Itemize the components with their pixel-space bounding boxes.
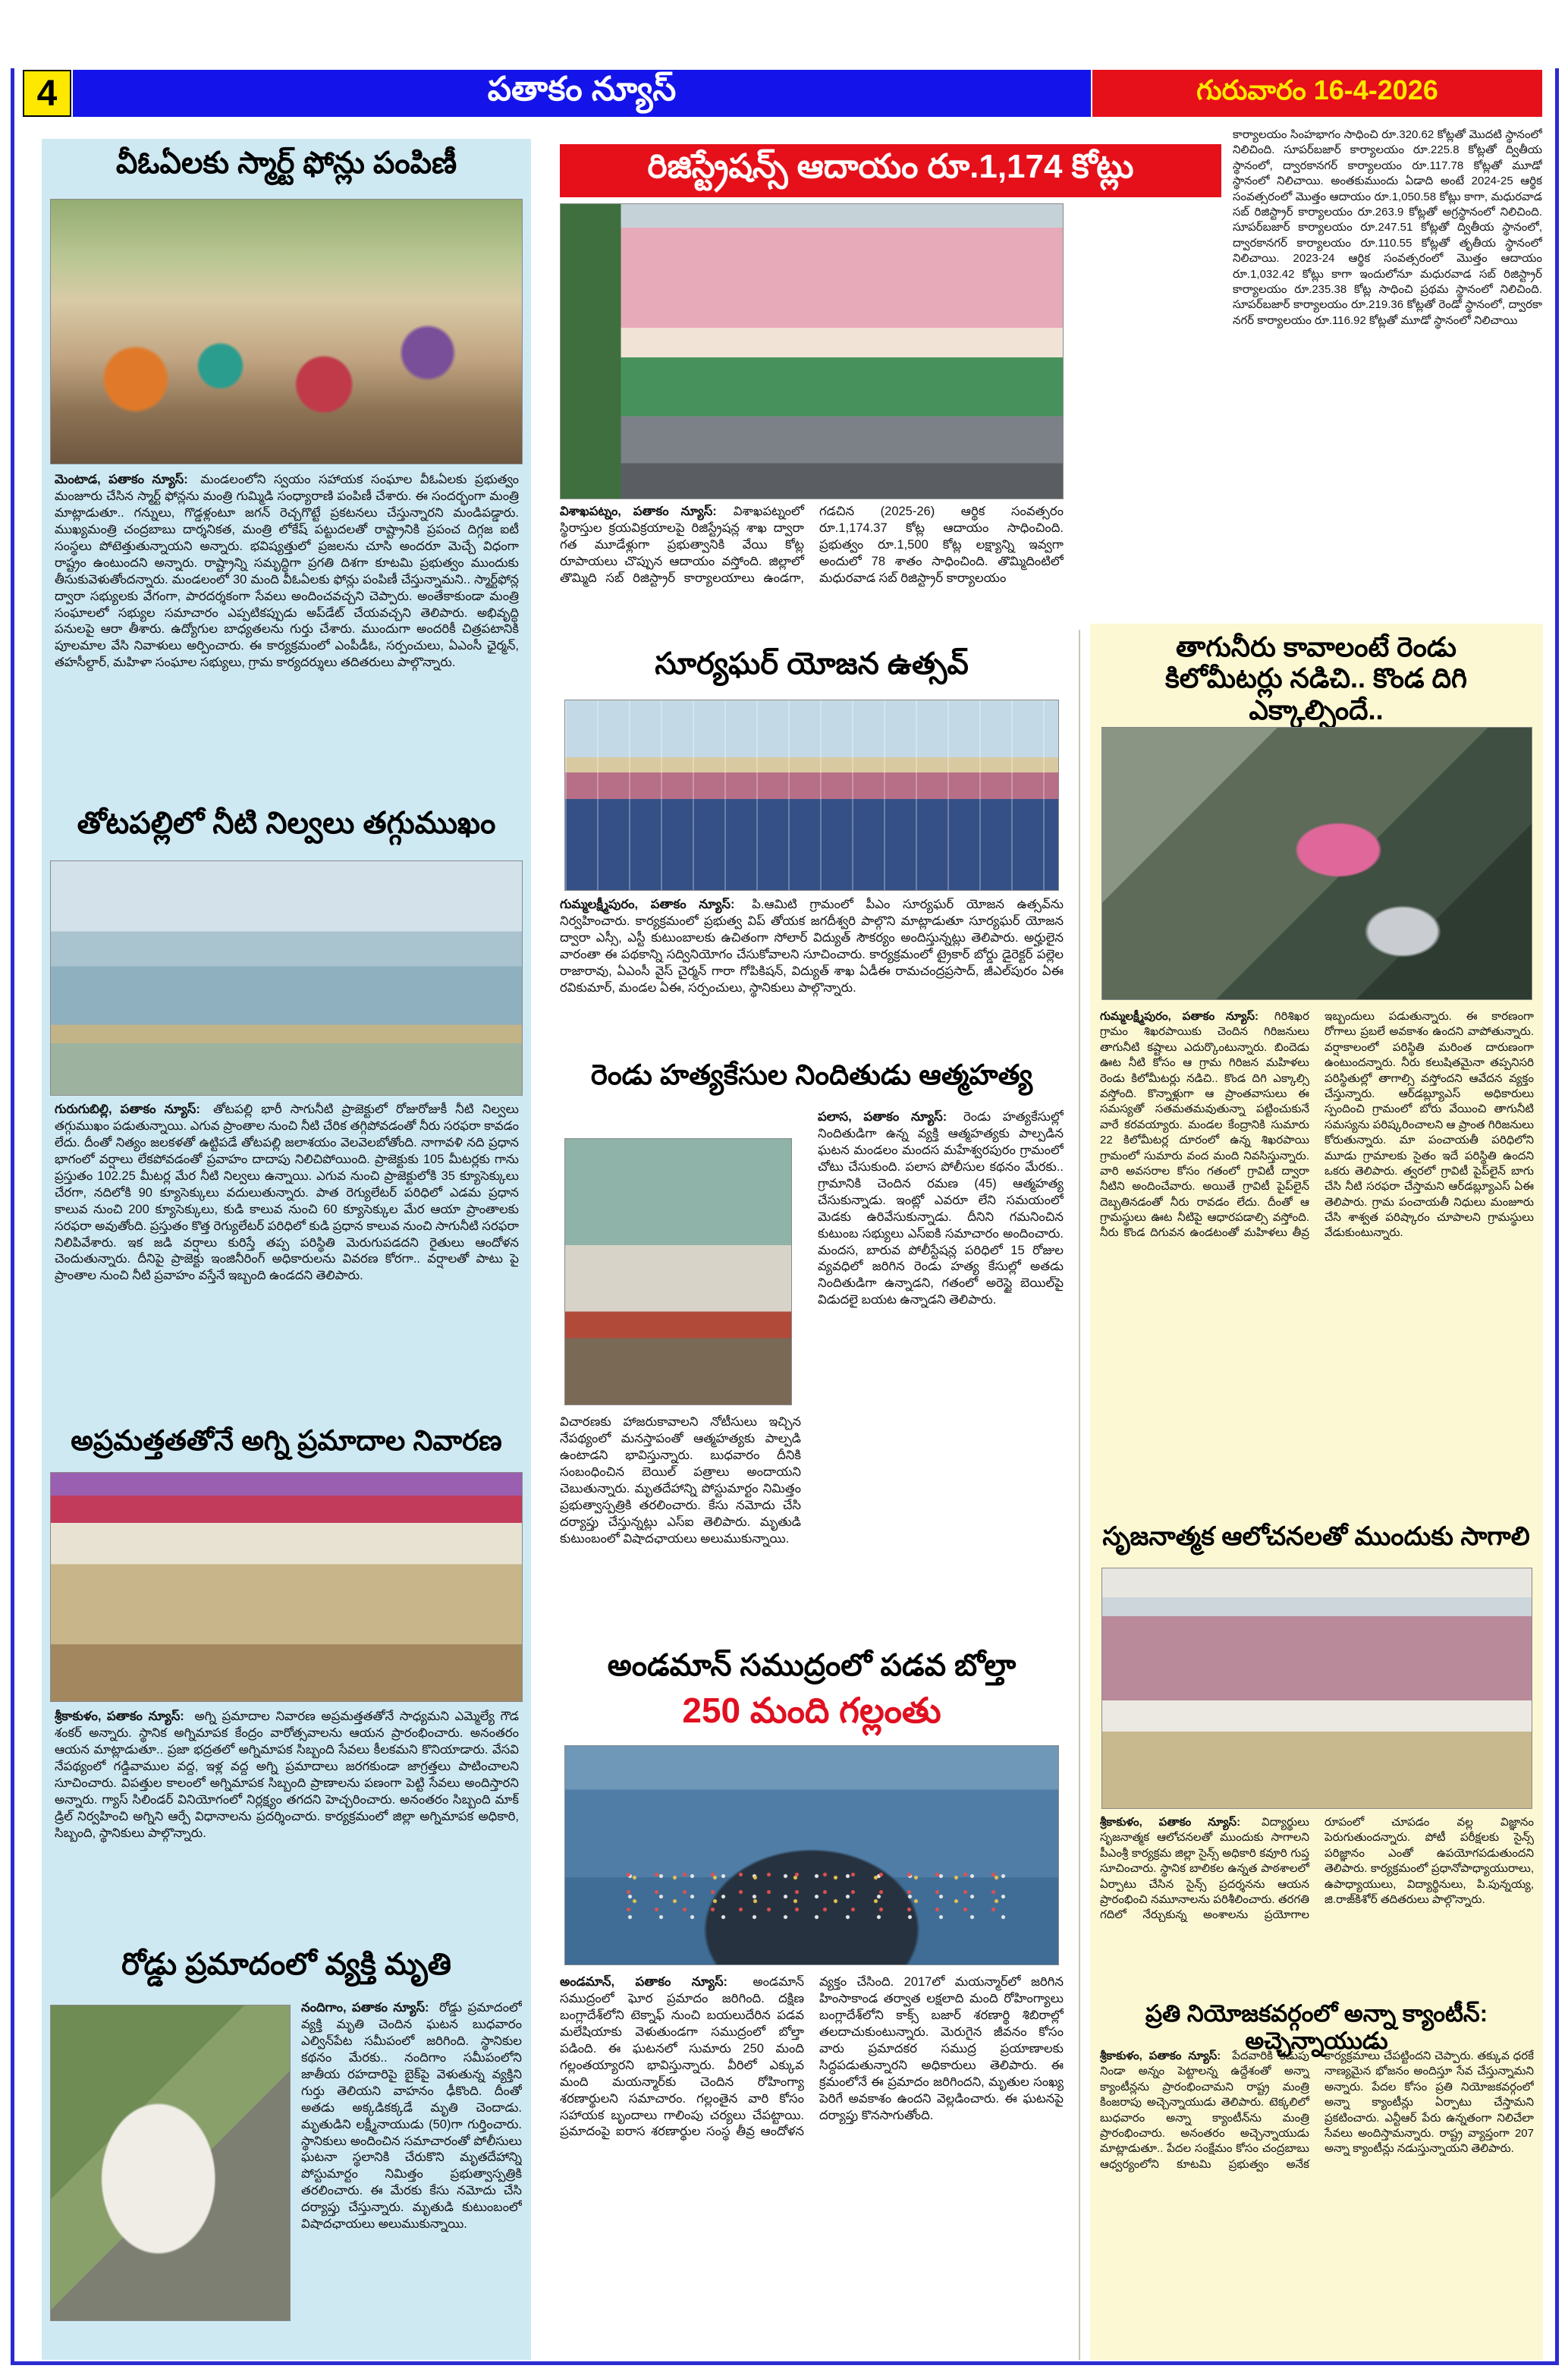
- body-text: రోడ్డు ప్రమాదంలో వ్యక్తి మృతి చెందిన ఘటన బుధవారం ఎల్విన్‌పేట సమీపంలో జరిగింది. స్థానికుల కథనం మేరకు.. నందిగాం సమీపంలోని జాతీయ రహదారిపై బైక్‌పై వెళుతున్న వ్యక్తిని గుర్తు తెలియని వాహనం ఢీకొంది. దీంతో అతడు అక్కడికక్కడే మృతి చెందాడు. మృతుడిని లక్ష్మీనాయుడు (50)గా గుర్తించారు. స్థానికులు అందించిన సమాచారంతో పోలీసులు ఘటనా స్థలానికి చేరుకొని మృతదేహాన్ని పోస్టుమార్టం నిమిత్తం ప్రభుత్వాస్పత్రికి తరలించారు. ఈ మేరకు కేసు నమోదు చేసి దర్యాప్తు చేస్తున్నారు. మృతుడి కుటుంబంలో విషాదఛాయలు అలుముకున్నాయి.: [301, 2001, 522, 2232]
- headline-registrations-banner: రిజిస్ట్రేషన్స్ ఆదాయం రూ.1,174 కోట్లు: [560, 144, 1221, 197]
- dateline: శ్రీకాకుళం, పతాకం న్యూస్:: [1100, 1816, 1241, 1829]
- dateline: పలాస, పతాకం న్యూస్:: [818, 1110, 947, 1124]
- article-murder-suicide: [560, 1109, 1064, 1640]
- body-text: అండమాన్ సముద్రంలో ఘోర ప్రమాదం జరిగింది. దక్షిణ బంగ్లాదేశ్‌లోని టెక్నాఫ్ నుంచి బయలుదేరిన పడవ మలేషియాకు వెళుతుండగా సముద్రంలో బోల్తా పడింది. ఈ ఘటనలో సుమారు 250 మంది గల్లంతయ్యారని భావిస్తున్నారు. వీరిలో ఎక్కువ మంది మయన్మార్‌కు చెందిన రోహింగ్యా శరణార్థులని సమాచారం. గల్లంతైన వారి కోసం సహాయక బృందాలు గాలింపు చర్యలు చేపట్టాయి. ప్రమాదంపై ఐరాస శరణార్థుల సంస్థ తీవ్ర ఆందోళన వ్యక్తం చేసింది. 2017లో మయన్మార్‌లో జరిగిన హింసాకాండ తర్వాత లక్షలాది మంది రోహింగ్యాలు బంగ్లాదేశ్‌లోని కాక్స్ బజార్ శరణార్థి శిబిరాల్లో తలదాచుకుంటున్నారు. మెరుగైన జీవనం కోసం వారు ప్రమాదకర సముద్ర ప్రయాణాలకు సిద్ధపడుతున్నారని అధికారులు తెలిపారు. ఈ క్రమంలోనే ఈ ప్రమాదం జరిగిందని, మృతుల సంఖ్య పెరిగే అవకాశం ఉందని వెల్లడించారు. ఈ ఘటనపై దర్యాప్తు కొనసాగుతోంది.: [560, 1975, 1064, 2139]
- column-divider: [1079, 630, 1080, 2360]
- article-totapalli-body: [55, 1102, 519, 1411]
- body-text: పి.ఆమిటి గ్రామంలో పీఎం సూర్యఘర్ యోజన ఉత్సవ్‌ను నిర్వహించారు. కార్యక్రమంలో ప్రభుత్వ విప్ తోయక జగదీశ్వరి పాల్గొని మాట్లాడుతూ సూర్యఘర్ యోజన ద్వారా ఎస్సీ, ఎస్టీ కుటుంబాలకు ఉచితంగా సోలార్ విద్యుత్ సౌకర్యం అందిస్తున్నట్లు తెలిపారు. అర్హులైన వారంతా ఈ పథకాన్ని సద్వినియోగం చేసుకోవాలని సూచించారు. కార్యక్రమంలో ట్రైకార్ బోర్డు డైరెక్టర్ పల్లెల రాజారావు, ఏఎంసీ వైస్ చైర్మన్ గారా గోపికిషన్, విద్యుత్ శాఖ ఏడీఈ రామచంద్రప్రసాద్, జీఎల్‌పురం ఏఈ రవికుమార్, మండల ఏఈ, సర్పంచులు, స్థానికులు పాల్గొన్నారు.: [560, 898, 1064, 995]
- headline-line1: తాగునీరు కావాలంటే రెండు: [1176, 631, 1456, 662]
- article-registrations-body: [560, 504, 1064, 642]
- article-canteen-body: [1100, 2049, 1534, 2352]
- headline-smartphone-distribution: వీఓఏలకు స్మార్ట్ ఫోన్లు పంపిణీ: [115, 146, 457, 180]
- dateline: నందిగాం, పతాకం న్యూస్:: [301, 2001, 429, 2015]
- page-number: 4: [23, 70, 71, 117]
- headline-totapalli-water: తోటపల్లిలో నీటి నిల్వలు తగ్గుముఖం: [77, 807, 496, 840]
- body-text: పేదవారికి కడుపు నిండా అన్నం పెట్టాలన్న ఉద్దేశంతో అన్నా క్యాంటీన్లను ప్రారంభించామని రాష్ట్ర మంత్రి కింజరాపు అచ్చెన్నాయుడు తెలిపారు. టెక్కలిలో బుధవారం అన్నా క్యాంటీన్‌ను మంత్రి ప్రారంభించారు. అనంతరం అచ్చెన్నాయుడు మాట్లాడుతూ.. పేదల సంక్షేమం కోసం చంద్రబాబు ఆధ్వర్యంలోని కూటమి ప్రభుత్వం అనేక కార్యక్రమాలు చేపట్టిందని చెప్పారు. తక్కువ ధరకే నాణ్యమైన భోజనం అందిస్తూ సేవ చేస్తున్నామని అన్నారు. పేదల కోసం ప్రతి నియోజకవర్గంలో అన్నా క్యాంటీన్లు ఏర్పాటు చేస్తామని ప్రకటించారు. ఎన్టీఆర్ పేరు ఉన్నతంగా నిలిచేలా సేవలు అందిస్తామన్నారు. రాష్ట్ర వ్యాప్తంగా 207 అన్నా క్యాంటీన్లు నడుస్తున్నాయని తెలిపారు.: [1100, 2049, 1534, 2171]
- dateline: విశాఖపట్నం, పతాకం న్యూస్:: [560, 505, 717, 518]
- body-text: రెండు హత్యకేసుల్లో నిందితుడిగా ఉన్న వ్యక్తి ఆత్మహత్యకు పాల్పడిన ఘటన మండలం మందస మహేశ్వరపురం గ్రామంలో చోటు చేసుకుంది. పలాస పోలీసుల కథనం మేరకు.. గ్రామానికి చెందిన రమణ (45) ఆత్మహత్య చేసుకున్నాడు. ఇంట్లో ఎవరూ లేని సమయంలో మెడకు ఉరివేసుకున్నాడు. దీనిని గమనించిన కుటుంబ సభ్యులు ఎస్ఐకి సమాచారం అందించారు. మందస, బారువ పోలీస్టేషన్ల పరిధిలో 15 రోజుల వ్యవధిలో జరిగిన రెండు హత్య కేసుల్లో అతడు నిందితుడిగా ఉన్నాడని, గతంలో అరెస్టై బెయిల్‌పై విడుదలై బయట ఉన్నాడని తెలిపారు.: [818, 1110, 1064, 1307]
- article-fire-body: [55, 1709, 519, 1936]
- article-water-body: [1100, 1009, 1534, 1512]
- science-fair-photo: [1101, 1568, 1532, 1809]
- article-murder-col2: [818, 1109, 1064, 1640]
- dateline: శ్రీకాకుళం, పతాకం న్యూస్:: [55, 1710, 184, 1723]
- headline-boat-capsize-line2: 250 మంది గల్లంతు: [682, 1691, 941, 1730]
- article-boat-body: [560, 1974, 1064, 2358]
- body-text: మండలంలోని స్వయం సహాయక సంఘాల వీఓఏలకు ప్రభుత్వం మంజూరు చేసిన స్మార్ట్ ఫోన్లను మంత్రి గుమ్మిడి సంధ్యారాణి పంపిణీ చేశారు. ఈ సందర్భంగా మంత్రి మాట్లాడుతూ.. గన్నులు, గొడ్డళ్లంటూ జగన్ రెచ్చగొట్టే ప్రకటనలు చేస్తున్నారని మండిపడ్డారు. ముఖ్యమంత్రి చంద్రబాబు దార్శనికత, మంత్రి లోకేష్ పట్టుదలతో రాష్ట్రానికి ప్రపంచ దిగ్గజ ఐటీ సంస్థలు పోటెత్తుతున్నాయని అన్నారు. భవిష్యత్తులో ప్రజలను చూసి అందరూ మెచ్చే విధంగా రాష్ట్రం ఉంటుందని అన్నారు. రాష్ట్రాన్ని సమృద్ధిగా ప్రగతి దిశగా కూటమి ప్రభుత్వం ముందుకు తీసుకువెళుతోందన్నారు. మండలంలో 30 మంది వీఓఏలకు ఫోన్లు పంపిణీ చేస్తున్నామని.. స్మార్ట్‌ఫోన్ల ద్వారా సభ్యులకు వేగంగా, పారదర్శకంగా సేవలు అందించవచ్చని చెప్పారు. అంతేకాకుండా మంత్రి సంఘాలలో సభ్యుల సమాచారం ఎప్పటికప్పుడు అప్‌డేట్ చేయవచ్చని తెలిపారు. అభివృద్ధి పనులపై ఆరా తీశారు. ఉద్యోగుల బాధ్యతలను గుర్తు చేశారు. ముందుగా అందరికీ చిత్రపటానికి పూలమాల వేసి నివాళులు అర్పించారు. ఈ కార్యక్రమంలో ఎంపీడీఓ, సర్పంచులు, ఏఎంసీ ఛైర్మన్, తహసీల్దార్, మహిళా సంఘాల సభ్యులు, గ్రామ కార్యదర్శులు తదితరులు పాల్గొన్నారు.: [55, 473, 519, 670]
- headline-creative-thinking: సృజనాత్మక ఆలోచనలతో ముందుకు సాగాలి: [1102, 1522, 1530, 1551]
- body-text: తోటపల్లి భారీ సాగునీటి ప్రాజెక్టులో రోజురోజుకీ నీటి నిల్వలు తగ్గుముఖం పడుతున్నాయి. ఎగువ ప్రాంతాల నుంచి నీటి చేరిక తగ్గిపోవడంతో నీరు సరఫరా కావడం లేదు. దీంతో నిత్యం జలకళతో ఉట్టిపడే తోటపల్లి జలాశయం వెలవెలబోతోంది. నాగావళి నది ప్రధాన భాగంలో వర్షాలు లేకపోవడంతో ప్రవాహం దాదాపు నిలిచిపోయింది. ప్రాజెక్టుకు 105 మీటర్లకు గాను ప్రస్తుతం 102.25 మీటర్ల మేర నీటి నిల్వలు ఉన్నాయి. ఎగువ నుంచి ప్రాజెక్టులోకి 35 క్యూసెక్కులు చేరగా, నదిలోకి 90 క్యూసెక్కులు వదులుతున్నారు. పాత రెగ్యులేటర్ పరిధిలో ఎడమ ప్రధాన కాలువ నుంచి 200 క్యూసెక్కులు, కుడి కాలువ నుంచి 60 క్యూసెక్కుల మేర ఆయా ప్రాంతాలకు సరఫరా అవుతోంది. ప్రస్తుతం కొత్త రెగ్యులేటర్ పరిధిలో కుడి ప్రధాన కాలువ నుంచి సాగునీటి సరఫరా నిలిపివేశారు. ఇక జడి వర్షాలు కురిస్తే తప్ప పరిస్థితి మెరుగుపడదని రైతులు ఆందోళన చెందుతున్నారు. దీనిపై ప్రాజెక్టు ఇంజినీరింగ్ అధికారులను వివరణ కోరగా.. వర్షాలతో పాటు పై ప్రాంతాల నుంచి నీటి ప్రవాహం వస్తేనే ఇబ్బంది ఉండదని తెలిపారు.: [55, 1103, 519, 1283]
- article-registrations-side-column: కార్యాలయం సింహభాగం సాధించి రూ.320.62 కోట్లతో మొదటి స్థానంలో నిలిచింది. సూపర్‌బజార్ కార్యాలయం రూ.225.8 కోట్లతో ద్వితీయ స్థానంలో, ద్వారకానగర్ కార్యాలయం రూ.117.78 కోట్లతో మూడో స్థానంలో నిలిచాయి. అంతకుముందు ఏడాది అంటే 2024-25 ఆర్థిక సంవత్సరంలో మొత్తం ఆదాయం రూ.1,050.58 కోట్లు కాగా, మధురవాడ సబ్ రిజిస్ట్రార్ కార్యాలయం రూ.263.9 కోట్లతో అగ్రస్థానంలో నిలిచింది. సూపర్‌బజార్ కార్యాలయం రూ.247.51 కోట్లతో ద్వితీయ స్థానంలో, ద్వారకానగర్ కార్యాలయం రూ.110.55 కోట్లతో తృతీయ స్థానంలో నిలిచాయి. 2023-24 ఆర్థిక సంవత్సరంలో మొత్తం ఆదాయం రూ.1,032.42 కోట్లు కాగా ఇందులోనూ మధురవాడ సబ్ రిజిస్ట్రార్ కార్యాలయం రూ.235.38 కోట్ల సాధించి ప్రథమ స్థానంలో నిలిచింది. సూపర్‌బజార్ కార్యాలయం రూ.219.36 కోట్లతో రెండో స్థానంలో, ద్వారకా నగర్ కార్యాలయం రూ.116.92 కోట్లతో మూడో స్థానంలో నిలిచాయి: [1233, 128, 1542, 327]
- headline-boat-capsize-line1: అండమాన్ సముద్రంలో పడవ బోల్తా: [607, 1649, 1017, 1682]
- sub-registrar-office-photo: [560, 203, 1064, 499]
- dateline: శ్రీకాకుళం, పతాకం న్యూస్:: [1100, 2049, 1221, 2062]
- smartphone-distribution-photo: [50, 199, 523, 464]
- headline-murder-suicide: రెండు హత్యకేసుల నిందితుడు ఆత్మహత్య: [590, 1059, 1033, 1090]
- headline-line2: కిలోమీటర్లు నడిచి.. కొండ దిగి ఎక్కాల్సిందే..: [1164, 662, 1468, 725]
- article-smartphones-body: [55, 472, 519, 797]
- suicide-scene-photo: [564, 1138, 792, 1405]
- headline-fire-safety: అప్రమత్తతతోనే అగ్ని ప్రమాదాల నివారణ: [71, 1425, 502, 1456]
- dateline: గుమ్మలక్ష్మీపురం, పతాకం న్యూస్:: [560, 898, 735, 911]
- reservoir-photo: [50, 860, 523, 1096]
- body-text: విద్యార్థులు సృజనాత్మక ఆలోచనలతో ముందుకు సాగాలని పీఎంశ్రీ కార్యక్రమ జిల్లా సైన్స్ అధికారి కవూరి గుప్త సూచించారు. స్థానిక బాలికల ఉన్నత పాఠశాలలో ఏర్పాటు చేసిన సైన్స్ ప్రదర్శనను ఆయన ప్రారంభించి నమూనాలను పరిశీలించారు. తరగతి గదిలో నేర్చుకున్న అంశాలను ప్రయోగాల రూపంలో చూపడం వల్ల విజ్ఞానం పెరుగుతుందన్నారు. పోటీ పరీక్షలకు సైన్స్ పరిజ్ఞానం ఎంతో ఉపయోగపడుతుందని తెలిపారు. కార్యక్రమంలో ప్రధానోపాధ్యాయురాలు, ఉపాధ్యాయులు, విద్యార్థినులు, పి.పున్నయ్య, జి.రాజ్‌కిశోర్ తదితరులు పాల్గొన్నారు.: [1100, 1816, 1534, 1922]
- dateline: గుమ్మలక్ష్మీపురం, పతాకం న్యూస్:: [1100, 1010, 1258, 1023]
- headline-anna-canteen: ప్రతి నియోజకవర్గంలో అన్నా క్యాంటీన్: అచ్చెన్నాయుడు: [1145, 2000, 1488, 2054]
- headline-road-accident: రోడ్డు ప్రమాదంలో వ్యక్తి మృతి: [121, 1948, 451, 1981]
- dateline: మెంటాడ, పతాకం న్యూస్:: [55, 473, 188, 486]
- body-text: విశాఖపట్నంలో స్థిరాస్తుల క్రయవిక్రయాలపై రిజిస్ట్రేషన్ల శాఖ ద్వారా గత మూడేళ్లుగా ప్రభుత్వానికి వేయి కోట్ల రూపాయలు చొప్పున ఆదాయం వస్తోంది. జిల్లాలో తొమ్మిది సబ్ రిజిస్ట్రార్ కార్యాలయాలు ఉండగా, గడచిన (2025-26) ఆర్థిక సంవత్సరం రూ.1,174.37 కోట్ల ఆదాయం సాధించింది. ప్రభుత్వం రూ.1,500 కోట్ల లక్ష్యాన్ని ఇవ్వగా అందులో 78 శాతం సాధించింది. తొమ్మిదింటిలో మధురవాడ సబ్ రిజిస్ట్రార్ కార్యాలయం: [560, 505, 1064, 585]
- headline-drinking-water: [1096, 631, 1536, 725]
- dateline: అండమాన్, పతాకం న్యూస్:: [560, 1975, 728, 1989]
- article-accident-body: [50, 2000, 522, 2357]
- solar-panel-event-photo: [564, 700, 1059, 891]
- fire-awareness-event-photo: [50, 1472, 523, 1702]
- capsized-boat-photo: [564, 1745, 1059, 1965]
- headline-surya-ghar: సూర్యఘర్ యోజన ఉత్సవ్: [655, 647, 969, 681]
- date-banner: గురువారం 16-4-2026: [1092, 70, 1542, 117]
- article-solar-body: [560, 897, 1064, 1011]
- dateline: గురుగుబిల్లి, పతాకం న్యూస్:: [55, 1103, 200, 1116]
- body-text: అగ్ని ప్రమాదాల నివారణ అప్రమత్తతతోనే సాధ్యమని ఎమ్మెల్యే గౌడ శంకర్ అన్నారు. స్థానిక అగ్నిమాపక కేంద్రం వారోత్సవాలను ఆయన ప్రారంభించారు. అనంతరం ఆయన మాట్లాడుతూ.. ప్రజా భద్రతలో అగ్నిమాపక సిబ్బంది సేవలు కీలకమని కొనియాడారు. వేసవి నేపథ్యంలో గడ్డివాముల వద్ద, ఇళ్ల వద్ద అగ్ని ప్రమాదాలు జరగకుండా జాగ్రత్తలు పాటించాలని సూచించారు. విపత్తుల కాలంలో అగ్నిమాపక సిబ్బంది ప్రాణాలను పణంగా పెట్టి సేవలు అందిస్తారని అన్నారు. గ్యాస్ సిలిండర్ వినియోగంలో నిర్లక్ష్యం తగదని హెచ్చరించారు. అనంతరం సిబ్బంది మాక్ డ్రిల్ నిర్వహించి అగ్నిని ఆర్పే విధానాలను ప్రదర్శించారు. కార్యక్రమంలో జిల్లా అగ్నిమాపక అధికారి, సిబ్బంది, స్థానికులు పాల్గొన్నారు.: [55, 1710, 519, 1840]
- body-text: గిరిశిఖర గ్రామం శిఖరపాయికు చెందిన గిరిజనులు తాగునీటి కష్టాలు ఎదుర్కొంటున్నారు. బిందెడు ఊట నీటి కోసం ఆ గ్రామ గిరిజన మహిళలు రెండు కిలోమీటర్లు నడిచి.. కొండ దిగి ఎక్కాల్సి వస్తోంది. కొన్నాళ్లుగా ఆ ప్రాంతవాసులు ఈ సమస్యతో సతమతమవుతున్నా పట్టించుకునే వారే కరవయ్యారు. మండల కేంద్రానికి సుమారు 22 కిలోమీటర్ల దూరంలో ఉన్న శిఖరపాయి గ్రామంలో సుమారు వంద మంది నివసిస్తున్నారు. వారి అవసరాల కోసం గతంలో గ్రావిటీ ద్వారా నీటిని అందించేవారు. అయితే గ్రావిటీ పైప్‌లైన్ దెబ్బతినడంతో నీరు రావడం లేదు. దీంతో ఆ గ్రామస్థులు ఊట నీటిపై ఆధారపడాల్సి వస్తోంది. నీరు కొండ దిగువన ఉండటంతో మహిళలు తీవ్ర ఇబ్బందులు పడుతున్నారు. ఈ కారణంగా రోగాలు ప్రబలే అవకాశం ఉందని వాపోతున్నారు. వర్షాకాలంలో పరిస్థితి మరింత దారుణంగా ఉంటుందన్నారు. నీరు కలుషితమైనా తప్పనిసరి పరిస్థితుల్లో తాగాల్సి వస్తోందని ఆవేదన వ్యక్తం చేస్తున్నారు. ఆర్‌డబ్ల్యూఎస్ అధికారులు స్పందించి గ్రామంలో బోరు వేయించి తాగునీటి సమస్యను పరిష్కరించాలని ఆ ప్రాంత గిరిజనులు కోరుతున్నారు. మా పంచాయతీ పరిధిలోని మూడు గ్రామాలకు సైతం ఇదే పరిస్థితి ఉందని ఒకరు తెలిపారు. త్వరలో గ్రావిటీ పైప్‌లైన్ బాగు చేసి నీటి సరఫరా చేస్తామని ఆర్‌డబ్ల్యూఎస్ ఏఈ తెలిపారు. గ్రామ పంచాయతీ నిధులు మంజూరు చేసి శాశ్వత పరిష్కారం చూపాలని గ్రామస్థులు వేడుకుంటున్నారు.: [1100, 1010, 1534, 1240]
- article-murder-col1: విచారణకు హాజరుకావాలని నోటీసులు ఇచ్చిన నేపథ్యంలో మనస్తాపంతో ఆత్మహత్యకు పాల్పడి ఉంటాడని భావిస్తున్నారు. బుధవారం దీనికి సంబంధించిన బెయిల్ పత్రాలు అందాయని చెబుతున్నారు. మృతదేహాన్ని పోస్టుమార్టం నిమిత్తం ప్రభుత్వాస్పత్రికి తరలించారు. కేసు నమోదు చేసి దర్యాప్తు చేస్తున్నట్లు ఎస్ఐ తెలిపారు. మృతుడి కుటుంబంలో విషాదఛాయలు అలుముకున్నాయి.: [560, 1415, 801, 1546]
- accident-scene-photo: [50, 2005, 291, 2321]
- water-fetching-photo: [1101, 727, 1532, 1000]
- article-creative-body: [1100, 1815, 1534, 1967]
- masthead-title: పతాకం న్యూస్: [73, 70, 1091, 117]
